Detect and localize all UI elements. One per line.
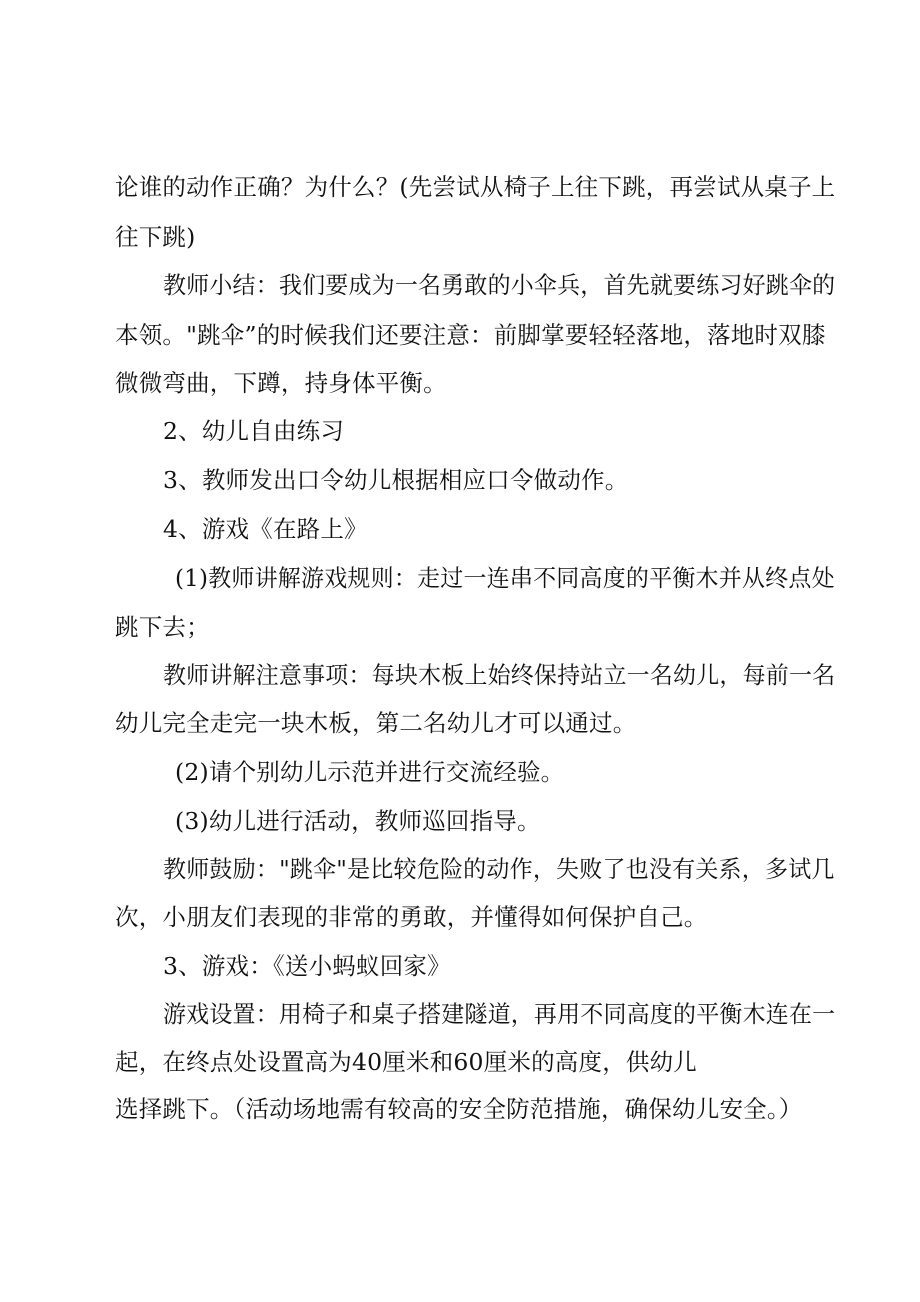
text-line: 微微弯曲，下蹲，持身体平衡。 [115,369,447,397]
text-line: 3、游戏：《送小蚂蚁回家》 [163,952,451,980]
text-line: 论谁的动作正确？为什么？(先尝试从椅子上往下跳，再尝试从桌子上 [115,173,836,201]
text-line: 起，在终点处设置高为40厘米和60厘米的高度，供幼儿 [115,1048,698,1076]
text-line: 往下跳) [115,223,196,251]
text-line: 选择跳下。（活动场地需有较高的安全防范措施，确保幼儿安全。） [115,1095,803,1123]
text-line: 次，小朋友们表现的非常的勇敢，并懂得如何保护自己。 [115,903,708,931]
text-line: 幼儿完全走完一块木板，第二名幼儿才可以通过。 [115,709,637,737]
text-line: 4、游戏《在路上》 [163,515,368,543]
text-line: 教师讲解注意事项：每块木板上始终保持站立一名幼儿，每前一名 [163,661,836,689]
text-line: 游戏设置：用椅子和桌子搭建隧道，再用不同高度的平衡木连在一 [163,1000,836,1028]
text-line: 2、幼儿自由练习 [163,417,345,445]
text-line: (3)幼儿进行活动，教师巡回指导。 [175,807,541,835]
text-line: 3、教师发出口令幼儿根据相应口令做动作。 [163,466,629,494]
text-line: (1)教师讲解游戏规则：走过一连串不同高度的平衡木并从终点处 [175,564,835,592]
text-line: 跳下去； [115,613,210,641]
text-line: 教师小结：我们要成为一名勇敢的小伞兵，首先就要练习好跳伞的 [163,271,836,299]
text-line: 本领。"跳伞”的时候我们还要注意：前脚掌要轻轻落地，落地时双膝 [115,321,826,349]
text-line: 教师鼓励："跳伞"是比较危险的动作，失败了也没有关系，多试几 [163,855,835,883]
text-line: (2)请个别幼儿示范并进行交流经验。 [175,758,565,786]
